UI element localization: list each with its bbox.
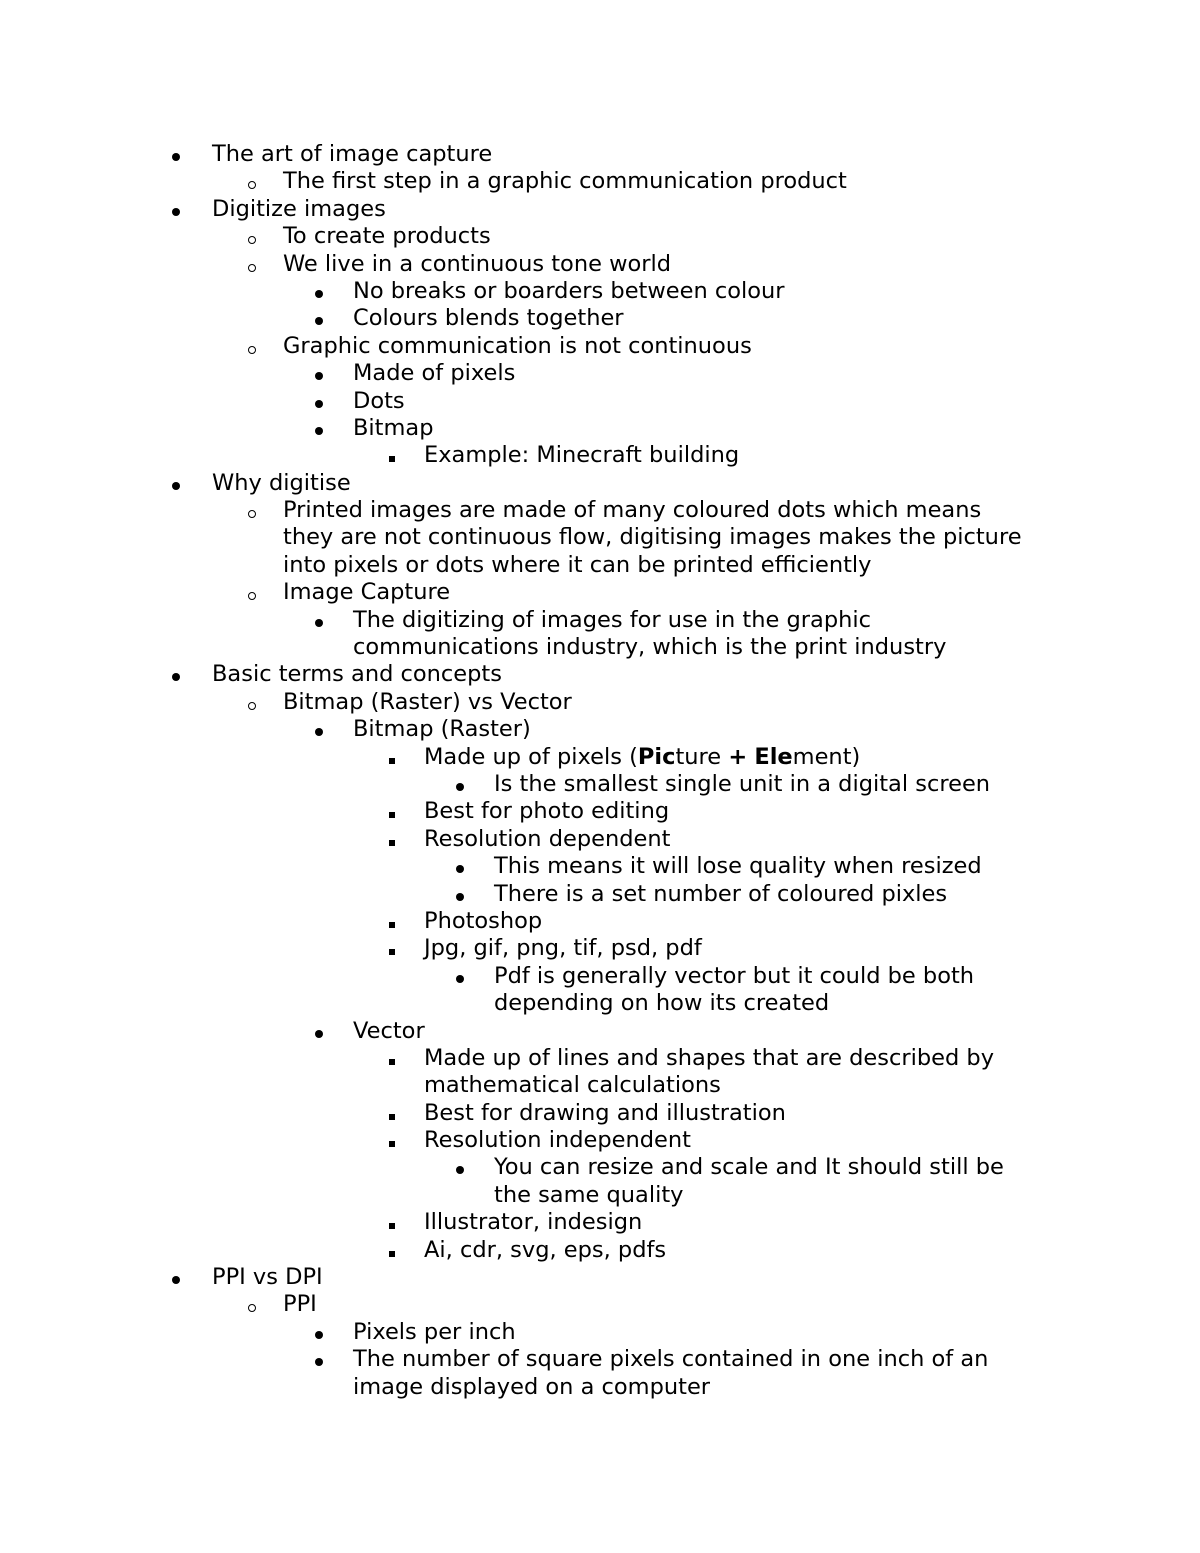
list-item — [0, 1346, 1200, 1373]
list-item — [0, 853, 1200, 880]
list-item — [0, 1319, 1200, 1346]
bullet-circle-icon — [248, 510, 256, 518]
list-item-text — [424, 744, 860, 771]
bullet-marker — [315, 388, 323, 415]
bold-text: Ele — [754, 743, 793, 770]
list-item-text: Digitize images — [212, 195, 386, 222]
bullet-disc-icon — [172, 208, 180, 216]
list-item-text: Bitmap (Raster) vs Vector — [283, 688, 572, 715]
bullet-marker — [248, 168, 256, 196]
bullet-marker — [315, 360, 323, 387]
bullet-marker — [389, 1127, 395, 1154]
list-item-text: Image Capture — [283, 579, 451, 606]
list-item — [0, 908, 1200, 935]
list-item — [0, 1018, 1200, 1045]
list-item — [0, 251, 1200, 278]
bullet-square-icon — [389, 840, 395, 846]
list-item-text: Illustrator, indesign — [424, 1209, 643, 1236]
list-item — [0, 689, 1200, 716]
list-item — [0, 524, 1200, 551]
bullet-marker — [315, 716, 323, 743]
bullet-circle-icon — [248, 236, 256, 244]
bullet-circle-icon — [248, 181, 256, 189]
bullet-disc-icon — [315, 1331, 323, 1339]
bullet-marker — [248, 333, 256, 361]
bold-text: + — [728, 743, 748, 770]
list-item — [0, 990, 1200, 1017]
list-item-text: Bitmap — [353, 414, 434, 441]
bullet-disc-icon — [315, 372, 323, 380]
list-item-text: Resolution dependent — [424, 825, 671, 852]
list-item — [0, 579, 1200, 606]
list-item — [0, 798, 1200, 825]
bullet-square-icon — [389, 758, 395, 764]
bullet-disc-icon — [315, 1030, 323, 1038]
list-item-text: Why digitise — [212, 469, 351, 496]
list-item — [0, 716, 1200, 743]
list-item — [0, 1237, 1200, 1264]
bullet-marker — [248, 689, 256, 717]
bullet-disc-icon — [315, 317, 323, 325]
list-item-text: Ai, cdr, svg, eps, pdfs — [424, 1236, 667, 1263]
list-item-text: Best for drawing and illustration — [424, 1099, 786, 1126]
list-item — [0, 935, 1200, 962]
list-item-text: into pixels or dots where it can be printed efficiently — [283, 551, 872, 578]
bullet-disc-icon — [315, 400, 323, 408]
bullet-marker — [389, 826, 395, 853]
bullet-circle-icon — [248, 1304, 256, 1312]
bullet-marker — [456, 881, 464, 908]
bullet-marker — [248, 251, 256, 279]
bullet-marker — [315, 1018, 323, 1045]
bullet-marker — [248, 579, 256, 607]
list-item-text: communications industry, which is the print industry — [353, 634, 947, 661]
text-segment: ment) — [792, 743, 861, 770]
list-item — [0, 881, 1200, 908]
list-item-text: Made up of lines and shapes that are described by — [424, 1044, 995, 1071]
list-item-text: To create products — [283, 223, 491, 250]
list-item-text: mathematical calculations — [424, 1072, 721, 1099]
bullet-marker — [389, 744, 395, 771]
list-item-text: Bitmap (Raster) — [353, 716, 531, 743]
bullet-marker — [315, 278, 323, 305]
list-item — [0, 168, 1200, 195]
list-item-text: We live in a continuous tone world — [283, 250, 672, 277]
bullet-disc-icon — [456, 1166, 464, 1174]
bullet-marker — [248, 223, 256, 251]
list-item-text: Colours blends together — [353, 305, 624, 332]
notes-outline — [0, 141, 1200, 1401]
list-item — [0, 333, 1200, 360]
list-item — [0, 771, 1200, 798]
list-item — [0, 497, 1200, 524]
list-item-text: PPI vs DPI — [212, 1264, 323, 1291]
bullet-marker — [248, 497, 256, 525]
bullet-marker — [172, 141, 180, 168]
bullet-disc-icon — [315, 619, 323, 627]
bullet-disc-icon — [315, 427, 323, 435]
list-item — [0, 1072, 1200, 1099]
list-item — [0, 223, 1200, 250]
list-item-text: the same quality — [494, 1181, 684, 1208]
bullet-square-icon — [389, 1223, 395, 1229]
list-item-text: The number of square pixels contained in one inch of an — [353, 1346, 989, 1373]
list-item — [0, 388, 1200, 415]
list-item-text: The digitizing of images for use in the graphic — [353, 606, 871, 633]
list-item — [0, 826, 1200, 853]
list-item-text: PPI — [283, 1291, 317, 1318]
bullet-marker — [389, 1209, 395, 1236]
bullet-circle-icon — [248, 346, 256, 354]
bullet-marker — [315, 1346, 323, 1373]
bullet-marker — [172, 1264, 180, 1291]
list-item — [0, 278, 1200, 305]
bullet-square-icon — [389, 1114, 395, 1120]
list-item — [0, 1209, 1200, 1236]
bullet-marker — [315, 607, 323, 634]
list-item-text: The first step in a graphic communication product — [283, 168, 847, 195]
list-item-text: Made of pixels — [353, 360, 516, 387]
bullet-marker — [389, 1100, 395, 1127]
bullet-marker — [389, 442, 395, 469]
list-item-text: depending on how its created — [494, 990, 830, 1017]
bullet-marker — [389, 1237, 395, 1264]
list-item — [0, 607, 1200, 634]
list-item-text: This means it will lose quality when resized — [494, 853, 982, 880]
bold-text: Pic — [637, 743, 676, 770]
list-item — [0, 634, 1200, 661]
bullet-marker — [456, 1154, 464, 1181]
bullet-marker — [389, 798, 395, 825]
list-item — [0, 1154, 1200, 1181]
list-item — [0, 744, 1200, 771]
list-item — [0, 141, 1200, 168]
text-segment: Made up of pixels ( — [424, 743, 638, 770]
list-item-text: Pixels per inch — [353, 1318, 516, 1345]
list-item-text: Basic terms and concepts — [212, 661, 502, 688]
bullet-disc-icon — [456, 783, 464, 791]
bullet-square-icon — [389, 1059, 395, 1065]
list-item-text: Dots — [353, 387, 405, 414]
bullet-square-icon — [389, 456, 395, 462]
list-item — [0, 442, 1200, 469]
bullet-marker — [172, 661, 180, 688]
bullet-disc-icon — [172, 482, 180, 490]
list-item-text: The art of image capture — [212, 141, 493, 167]
list-item-text: image displayed on a computer — [353, 1373, 711, 1400]
bullet-disc-icon — [456, 975, 464, 983]
list-item-text: Printed images are made of many coloured dots which means — [283, 497, 982, 524]
list-item-text: Best for photo editing — [424, 798, 670, 825]
list-item-text: There is a set number of coloured pixles — [494, 880, 948, 907]
list-item — [0, 196, 1200, 223]
list-item-text: Jpg, gif, png, tif, psd, pdf — [424, 935, 702, 962]
bullet-disc-icon — [456, 865, 464, 873]
bullet-marker — [389, 1045, 395, 1072]
bullet-marker — [248, 1291, 256, 1319]
list-item — [0, 1182, 1200, 1209]
bullet-disc-icon — [172, 1276, 180, 1284]
list-item-text: Example: Minecraft building — [424, 442, 740, 469]
bullet-marker — [456, 963, 464, 990]
bullet-marker — [172, 470, 180, 497]
list-item — [0, 415, 1200, 442]
bullet-disc-icon — [315, 1358, 323, 1366]
bullet-square-icon — [389, 812, 395, 818]
list-item — [0, 1291, 1200, 1318]
bullet-circle-icon — [248, 264, 256, 272]
bullet-marker — [315, 1319, 323, 1346]
bullet-circle-icon — [248, 592, 256, 600]
list-item — [0, 1127, 1200, 1154]
bullet-marker — [456, 771, 464, 798]
list-item — [0, 1100, 1200, 1127]
bullet-disc-icon — [456, 893, 464, 901]
list-item — [0, 661, 1200, 688]
list-item-text: Pdf is generally vector but it could be both — [494, 962, 975, 989]
bullet-square-icon — [389, 949, 395, 955]
list-item — [0, 470, 1200, 497]
list-item-text: Graphic communication is not continuous — [283, 332, 752, 359]
list-item-text: No breaks or boarders between colour — [353, 277, 785, 304]
bullet-marker — [456, 853, 464, 880]
bullet-disc-icon — [172, 673, 180, 681]
list-item — [0, 305, 1200, 332]
list-item — [0, 1264, 1200, 1291]
bullet-disc-icon — [315, 728, 323, 736]
list-item-text: they are not continuous flow, digitising images makes the picture — [283, 524, 1022, 551]
bullet-marker — [315, 415, 323, 442]
bullet-disc-icon — [315, 290, 323, 298]
list-item-text: You can resize and scale and It should still be — [494, 1154, 1004, 1181]
list-item-text: Vector — [353, 1017, 425, 1044]
bullet-marker — [172, 196, 180, 223]
list-item-text: Photoshop — [424, 907, 543, 934]
bullet-square-icon — [389, 1251, 395, 1257]
list-item — [0, 1045, 1200, 1072]
list-item — [0, 963, 1200, 990]
list-item — [0, 1374, 1200, 1401]
bullet-marker — [389, 935, 395, 962]
bullet-circle-icon — [248, 702, 256, 710]
document-page — [0, 141, 1200, 1401]
text-segment: ture — [675, 743, 729, 770]
list-item — [0, 552, 1200, 579]
list-item — [0, 360, 1200, 387]
bullet-marker — [389, 908, 395, 935]
list-item-text: Resolution independent — [424, 1127, 691, 1154]
bullet-marker — [315, 305, 323, 332]
bullet-square-icon — [389, 1141, 395, 1147]
bullet-square-icon — [389, 922, 395, 928]
bullet-disc-icon — [172, 153, 180, 161]
list-item-text: Is the smallest single unit in a digital screen — [494, 770, 991, 797]
